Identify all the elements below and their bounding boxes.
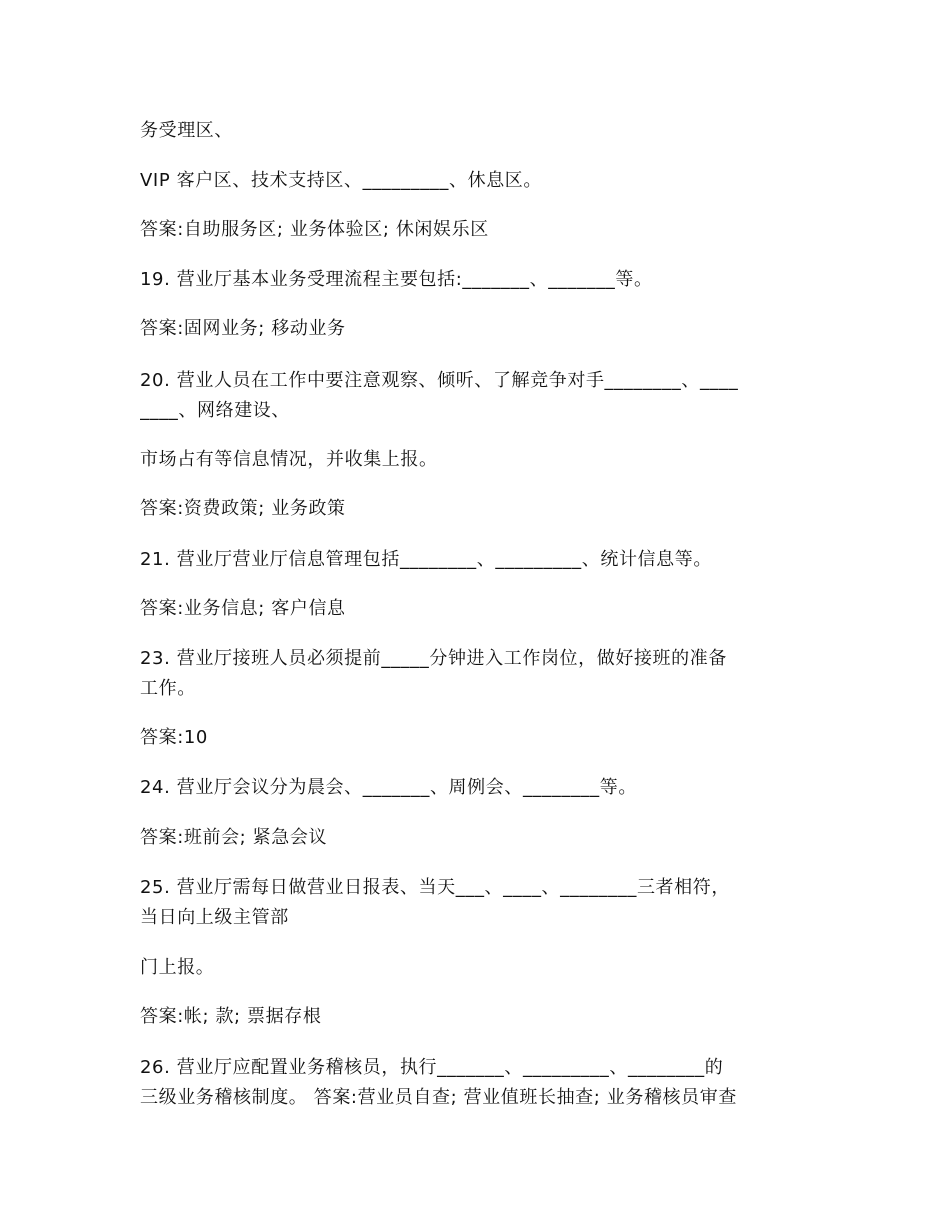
question-line: 25. 营业厅需每日做营业日报表、当天___、____、________三者相符， (140, 877, 730, 898)
answer-line: 答案:帐; 款; 票据存根 (140, 1006, 322, 1027)
question-line: 21. 营业厅营业厅信息管理包括________、_________、统计信息等。 (140, 549, 712, 570)
text-line: 当日向上级主管部 (140, 907, 289, 928)
text-line: ____、网络建设、 (140, 400, 290, 421)
text-line: 三级业务稽核制度。 答案:营业员自查; 营业值班长抽查; 业务稽核员审查 (140, 1087, 737, 1108)
text-line: 市场占有等信息情况，并收集上报。 (140, 449, 438, 470)
question-line: 20. 营业人员在工作中要注意观察、倾听、了解竞争对手________、____ (140, 370, 739, 391)
answer-line: 答案:资费政策; 业务政策 (140, 498, 346, 519)
answer-line: 答案:业务信息; 客户信息 (140, 598, 346, 619)
answer-line: 答案:自助服务区; 业务体验区; 休闲娱乐区 (140, 219, 489, 240)
answer-line: 答案:班前会; 紧急会议 (140, 827, 328, 848)
question-line: 26. 营业厅应配置业务稽核员，执行_______、_________、________的 (140, 1057, 724, 1078)
answer-line: 答案:10 (140, 727, 208, 748)
question-line: 19. 营业厅基本业务受理流程主要包括:_______、_______等。 (140, 269, 653, 290)
text-line: 工作。 (140, 678, 196, 699)
text-line: 门上报。 (140, 957, 215, 978)
answer-line: 答案:固网业务; 移动业务 (140, 318, 346, 339)
text-line: 务受理区、 (140, 120, 233, 141)
text-line: VIP 客户区、技术支持区、_________、休息区。 (140, 170, 542, 191)
question-line: 23. 营业厅接班人员必须提前_____分钟进入工作岗位，做好接班的准备 (140, 648, 727, 669)
question-line: 24. 营业厅会议分为晨会、_______、周例会、________等。 (140, 777, 637, 798)
